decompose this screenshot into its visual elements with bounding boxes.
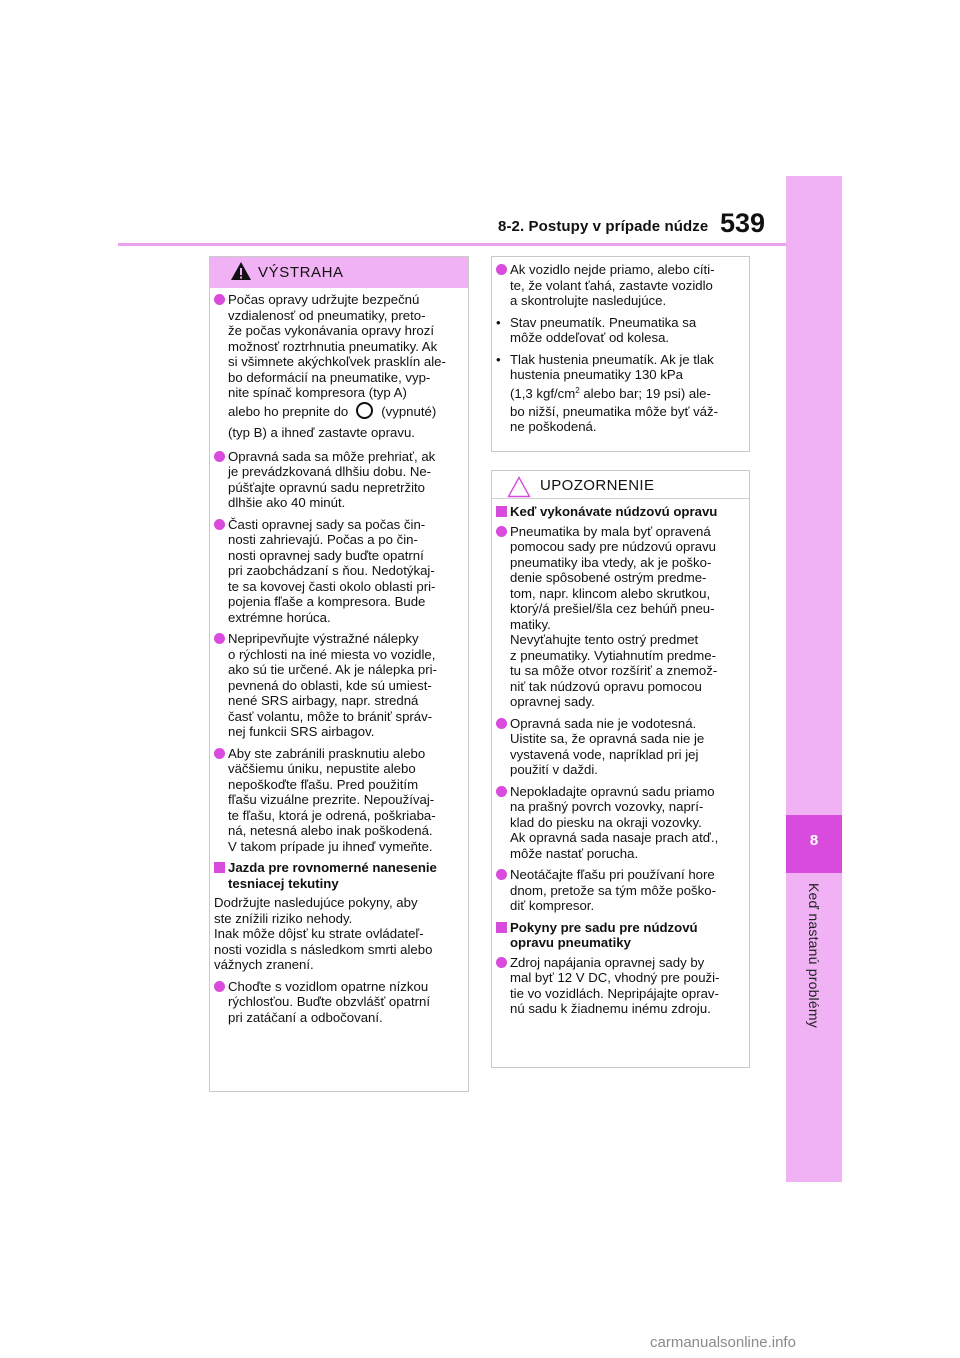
text-line: nepoškoďte fľašu. Pred použitím [228,776,419,792]
bullet-dot [496,869,507,880]
text-line: tom, napr. klincom alebo skrutkou, [510,585,711,601]
text-line: použití v daždi. [510,762,598,777]
bullet-dot [214,451,225,462]
watermark[interactable]: carmanualsonline.info [650,1334,796,1351]
text-line: a skontrolujte nasledujúce. [510,293,667,308]
warning-item-4 [214,631,464,740]
warning-title: VÝSTRAHA [258,264,344,281]
text-line: rýchlosťou. Buďte obzvlášť opatrní [228,994,430,1009]
bullet-square [496,506,507,517]
text-line: Ak opravná sada nasaje prach atď., [510,830,719,845]
chapter-label: Keď nastanú problémy [806,883,822,1028]
text-line: z pneumatiky. Vytiahnutím predme- [510,647,716,663]
bullet-dot [214,981,225,992]
power-off-icon [356,402,373,419]
text-line: o rýchlosti na iné miesta vo vozidle, [228,646,436,662]
bullet-square [214,862,225,873]
text-line: môže nastať porucha. [510,845,639,861]
bullet-dot [496,718,507,729]
chapter-tab [786,176,842,1182]
text-line: pevnená do oblasti, kde sú umiest- [228,677,432,693]
text-line: Neotáčajte fľašu pri používaní hore [510,867,715,882]
text-line: nosti zahrievajú. Počas a po čin- [228,532,418,547]
text-line: dnom, pretože sa tým môže poško- [510,882,716,898]
text-line: opravnej sady. [510,694,595,709]
text-line: te sa kovovej časti okolo oblasti pri- [228,578,436,594]
text-line: tesniacej tekutiny [228,875,339,891]
text-line: bo deformácií na pneumatike, vyp- [228,369,431,385]
text-line: niť tak núdzovú opravu pomocou [510,678,702,694]
warning-item-1-icon-line: alebo ho prepnite do (vypnuté) [228,403,437,419]
notice-item-5 [496,955,746,1017]
bullet-dot [214,294,225,305]
text-line: matiky. [510,616,551,632]
text-line: dlhšie ako 40 minút. [228,495,346,510]
text-line: te, že volant ťahá, zastavte vozidlo [510,277,713,293]
bullet-dot [496,957,507,968]
text-line: Jazda pre rovnomerné nanesenie [228,860,437,875]
text-line: nosti vozidla s následkom smrti alebo [214,941,433,957]
text-line: klad do piesku na okraji vozovky. [510,814,702,830]
text-line: ná, netesná alebo inak poškodená. [228,823,433,838]
text-line: pneumatiky iba vtedy, ak je poško- [510,554,712,570]
text-line: pri zaobchádzaní s ňou. Nedotýkaj- [228,563,435,578]
notice-subheading-2 [496,920,746,951]
text-line: Opravná sada nie je vodotesná. [510,715,697,731]
text-line: na prašný povrch vozovky, naprí- [510,799,704,814]
text-line: možnosť roztrhnutia pneumatiky. Ak [228,338,438,354]
text-line: Počas opravy udržujte bezpečnú [228,292,420,307]
page-number: 539 [720,208,766,238]
section-title: 8-2. Postupy v prípade núdze [498,218,709,235]
text-line: nú sadu k žiadnemu inému zdroju. [510,1001,711,1016]
text-line: pomocou sady pre núdzovú opravu [510,539,717,554]
header-rule [118,243,786,246]
text-line: púšťajte opravnú sadu nepretržito [228,479,426,495]
text-line: je prevádzkovaná dlhšiu dobu. Ne- [228,464,432,479]
text-line: Pneumatika by mala byť opravená [510,523,711,539]
bullet-dot [214,519,225,530]
warning-item-1-last-line: (typ B) a ihneď zastavte opravu. [228,424,415,440]
continuation-sub-item-1 [496,315,746,346]
text-line: Opravná sada sa môže prehriať, ak [228,448,436,464]
notice-header-rule [492,498,749,499]
bullet-dot [496,526,507,537]
text-line: vážnych zranení. [214,957,314,972]
text-line: nosti opravnej sady buďte opatrní [228,547,424,563]
text-line: tie vo vozidlách. Nepripájajte oprav- [510,985,719,1001]
warning-item-3 [214,517,464,626]
text-line: Pokyny pre sadu pre núdzovú [510,919,698,935]
warning-item-6 [214,979,464,1026]
warning-item-5 [214,746,464,855]
chapter-number: 8 [809,832,819,849]
bullet-square [496,922,507,933]
text-line: môže oddeľovať od kolesa. [510,330,670,345]
text-line: V takom prípade ju ihneď vymeňte. [228,838,433,854]
text-line: ktorý/á prešiel/šla cez behúň pneu- [510,601,715,616]
text-line: Ak vozidlo nejde priamo, alebo cíti- [510,262,715,277]
notice-item-4 [496,867,746,914]
text-line: Nepripevňujte výstražné nálepky [228,631,419,646]
text-line: Stav pneumatík. Pneumatika sa [510,314,697,330]
text-line: Nepokladajte opravnú sadu priamo [510,783,715,799]
bullet-dot [214,748,225,759]
text-line: tu sa môže otvor rozšíriť a znemož- [510,663,718,678]
text-line: Choďte s vozidlom opatrne nízkou [228,978,429,994]
text-line: Aby ste zabránili prasknutiu alebo [228,745,426,761]
notice-item-1 [496,524,746,710]
text-line: Dodržujte nasledujúce pokyny, aby [214,895,418,910]
text-line: ste znížili riziko nehody. [214,910,353,926]
text-line: diť kompresor. [510,898,595,913]
text-line: Nevyťahujte tento ostrý predmet [510,632,699,647]
text-line: extrémne horúca. [228,609,331,625]
caution-triangle-icon [507,476,531,498]
text-line: Inak môže dôjsť ku strate ovládateľ- [214,926,424,941]
continuation-item-1 [496,262,746,309]
text-line: nej funkcii SRS airbagov. [228,724,375,739]
text-line: nite spínač kompresora (typ A) [228,385,407,400]
text-line: fľašu vizuálne prezrite. Nepoužívaj- [228,792,435,807]
warning-subheading [214,860,464,891]
bullet-dot [214,633,225,644]
notice-subheading-1: Keď vykonávate núdzovú opravu [496,504,746,520]
bullet-dot [496,786,507,797]
warning-continuation-content [496,262,746,441]
text-line: mal byť 12 V DC, vhodný pre použi- [510,970,720,985]
text-line: si všimnete akýchkoľvek prasklín ale- [228,354,446,369]
text-line: ne poškodená. [510,419,597,434]
text-line: Uistite sa, že opravná sada nie je [510,731,705,746]
notice-item-3 [496,784,746,862]
text-line: nené SRS airbagy, napr. stredná [228,693,419,708]
text-line: Časti opravnej sady sa počas čin- [228,516,426,532]
text-line: časť volantu, môže to brániť správ- [228,708,433,724]
notice-title: UPOZORNENIE [540,477,655,494]
warning-triangle-icon [230,261,252,281]
bullet-symbol: • [496,314,501,330]
text-line: väčšiemu úniku, nepustite alebo [228,761,416,776]
text-line: Zdroj napájania opravnej sady by [510,954,705,970]
continuation-sub-item-2: • Tlak hustenia pneumatík. Ak je tlak hustenia pneumatiky 130 kPa (1,3 kgf/$cm^2$ alebo bar; 19 psi) ale- bo nižší, pneumatika môže byť váž- ne poškodená. [496,352,746,435]
notice-content [496,504,746,1023]
warning-item-1 [214,292,464,443]
warning-content [214,292,464,1031]
pressure-line: (1,3 kgf/$cm^2$ alebo bar; 19 psi) ale- [510,385,711,401]
bullet-symbol: • [496,351,501,367]
text-line: bo nižší, pneumatika môže byť váž- [510,403,718,419]
text-line: ako sú tie určené. Ak je nálepka pri- [228,662,437,677]
text-line: pri zatáčaní a odbočovaní. [228,1009,383,1025]
text-line: te fľašu, ktorá je odrená, poškriaba- [228,807,436,823]
text-line: opravu pneumatiky [510,935,631,950]
warning-item-2 [214,449,464,511]
bullet-dot [496,264,507,275]
text-line: že počas vykonávania opravy hrozí [228,323,434,338]
text-line: vystavená vode, napríklad pri jej [510,746,699,762]
notice-item-2 [496,716,746,778]
text-line: denie spôsobené ostrým predme- [510,570,707,585]
warning-plain-text [214,895,464,973]
text-line: vzdialenosť od pneumatiky, preto- [228,307,426,323]
text-line: pojenia fľaše a kompresora. Bude [228,594,426,609]
